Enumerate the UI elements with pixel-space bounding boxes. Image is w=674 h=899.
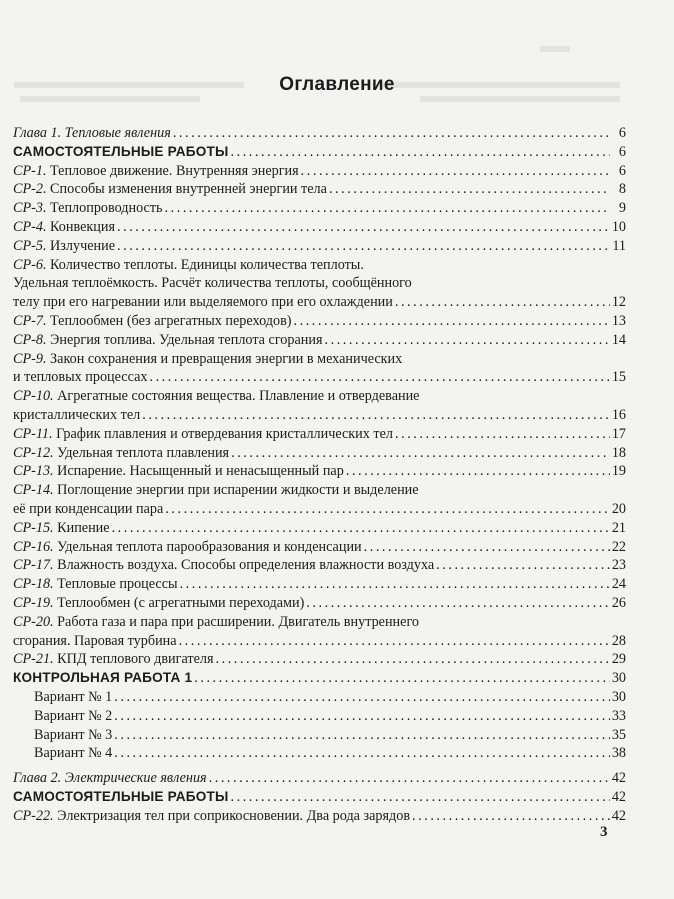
entry-tag: СР-4.: [13, 218, 47, 235]
entry-page-number: 13: [611, 312, 626, 329]
entry-tag: СР-14.: [13, 482, 54, 499]
toc-entry[interactable]: [13, 556, 626, 575]
toc-entry[interactable]: [13, 726, 626, 745]
entry-title-line: Поглощение энергии при испарении жидкости и выделение: [57, 482, 419, 499]
entry-title-line: Излучение: [50, 237, 115, 254]
entry-title-line: Удельная теплота плавления: [57, 444, 230, 461]
variant-label: Вариант № 4: [34, 745, 113, 762]
toc-entry[interactable]: [13, 538, 626, 557]
dot-leader: [216, 650, 610, 669]
entry-tag: СР-7.: [13, 312, 47, 329]
entry-page-number: 14: [611, 331, 626, 348]
section-heading: САМОСТОЯТЕЛЬНЫЕ РАБОТЫ: [13, 143, 229, 159]
dot-leader: [395, 425, 610, 444]
entry-page-number: 22: [611, 538, 626, 555]
entry-tag: СР-9.: [13, 350, 47, 367]
entry-page-number: 30: [611, 670, 626, 687]
entry-title-line: График плавления и отвердевания кристаллических тел: [56, 425, 393, 442]
entry-tag: СР-11.: [13, 425, 53, 442]
entry-page-number: 8: [618, 181, 626, 198]
toc-entry[interactable]: [13, 481, 626, 519]
entry-title-line: её при конденсации пара: [13, 500, 164, 517]
entry-title-line: Теплопроводность: [50, 200, 163, 217]
entry-title-line: Конвекция: [50, 218, 116, 235]
toc-entry[interactable]: [13, 594, 626, 613]
section-heading: КОНТРОЛЬНАЯ РАБОТА 1: [13, 670, 193, 686]
toc-entry[interactable]: [13, 769, 626, 788]
entry-title-line: Энергия топлива. Удельная теплота сгорания: [50, 331, 323, 348]
toc-entry[interactable]: [13, 707, 626, 726]
entry-page-number: 24: [611, 576, 626, 593]
dot-leader: [395, 293, 610, 312]
entry-page-number: 9: [618, 200, 626, 217]
entry-tag: СР-12.: [13, 444, 54, 461]
entry-tag: СР-16.: [13, 538, 54, 555]
entry-page-number: 20: [611, 500, 626, 517]
dot-leader: [436, 556, 610, 575]
toc-entry[interactable]: [13, 519, 626, 538]
entry-tag: СР-1.: [13, 162, 47, 179]
entry-page-number: 11: [612, 237, 626, 254]
entry-title-line: Теплообмен (без агрегатных переходов): [50, 312, 292, 329]
entry-page-number: 42: [611, 807, 626, 824]
toc-entry[interactable]: [13, 387, 626, 425]
dot-leader: [173, 124, 610, 143]
entry-tag: СР-21.: [13, 651, 54, 668]
chapter-title: Глава 2. Электрические явления: [13, 770, 207, 787]
entry-page-number: 6: [618, 125, 626, 141]
entry-title-line: Способы изменения внутренней энергии тела: [50, 181, 327, 198]
variant-label: Вариант № 1: [34, 688, 113, 705]
section-heading: САМОСТОЯТЕЛЬНЫЕ РАБОТЫ: [13, 788, 229, 804]
toc-entry[interactable]: [13, 807, 626, 826]
entry-tag: СР-2.: [13, 181, 47, 198]
dot-leader: [306, 594, 609, 613]
entry-page-number: 6: [618, 143, 626, 160]
entry-page-number: 12: [611, 294, 626, 311]
toc-entry[interactable]: [13, 462, 626, 481]
dot-leader: [112, 519, 610, 538]
entry-title-line: сгорания. Паровая турбина: [13, 632, 177, 649]
entry-page-number: 15: [611, 369, 626, 386]
entry-page-number: 16: [611, 406, 626, 423]
dot-leader: [364, 538, 610, 557]
toc-entry[interactable]: [13, 444, 626, 463]
entry-tag: СР-3.: [13, 200, 47, 217]
entry-title-line: Испарение. Насыщенный и ненасыщенный пар: [57, 463, 344, 480]
entry-page-number: 10: [611, 218, 626, 235]
dot-leader: [231, 788, 610, 807]
entry-title-line: Электризация тел при соприкосновении. Два рода зарядов: [57, 807, 411, 824]
dot-leader: [231, 143, 611, 162]
entry-title-line: Теплообмен (с агрегатными переходами): [57, 594, 305, 611]
entry-page-number: 18: [611, 444, 626, 461]
entry-page-number: 26: [611, 594, 626, 611]
entry-page-number: 29: [611, 651, 626, 668]
dot-leader: [346, 462, 610, 481]
toc-entry[interactable]: [13, 331, 626, 350]
entry-title-line: Работа газа и пара при расширении. Двигатель внутреннего: [57, 613, 419, 630]
entry-tag: СР-8.: [13, 331, 47, 348]
dot-leader: [329, 180, 610, 199]
dot-leader: [117, 237, 610, 256]
entry-page-number: 19: [611, 463, 626, 480]
entry-title-line: кристаллических тел: [13, 406, 141, 423]
dot-leader: [294, 312, 610, 331]
entry-tag: СР-5.: [13, 237, 47, 254]
dot-leader: [114, 744, 610, 763]
table-of-contents: [13, 124, 626, 825]
toc-entry[interactable]: [13, 256, 626, 312]
entry-title-line: Агрегатные состояния вещества. Плавление и отвердевание: [57, 388, 420, 405]
toc-entry[interactable]: [13, 312, 626, 331]
dot-leader: [209, 769, 610, 788]
toc-entry[interactable]: [13, 575, 626, 594]
entry-tag: СР-13.: [13, 463, 54, 480]
entry-page-number: 33: [611, 707, 626, 724]
toc-entry[interactable]: [13, 669, 626, 688]
dot-leader: [142, 406, 610, 425]
entry-tag: СР-6.: [13, 256, 47, 273]
toc-entry[interactable]: [13, 350, 626, 388]
toc-entry[interactable]: [13, 218, 626, 237]
toc-entry[interactable]: [13, 650, 626, 669]
entry-page-number: 42: [611, 770, 626, 787]
entry-page-number: 35: [611, 726, 626, 743]
entry-tag: СР-22.: [13, 807, 54, 824]
entry-tag: СР-19.: [13, 594, 54, 611]
toc-entry[interactable]: [13, 613, 626, 651]
dot-leader: [325, 331, 610, 350]
dot-leader: [114, 707, 610, 726]
entry-page-number: 42: [611, 788, 626, 805]
entry-title-line: Удельная теплота парообразования и конденсации: [57, 538, 362, 555]
toc-entry[interactable]: [13, 788, 626, 807]
entry-tag: СР-18.: [13, 576, 54, 593]
entry-page-number: 17: [611, 425, 626, 442]
entry-title-line: Кипение: [57, 519, 110, 536]
entry-tag: СР-15.: [13, 519, 54, 536]
toc-entry[interactable]: [13, 162, 626, 181]
entry-title-line: и тепловых процессах: [13, 369, 148, 386]
toc-entry[interactable]: [13, 688, 626, 707]
dot-leader: [165, 199, 610, 218]
entry-title-line: КПД теплового двигателя: [57, 651, 214, 668]
entry-title-line: Количество теплоты. Единицы количества теплоты.: [50, 256, 364, 273]
entry-page-number: 30: [611, 688, 626, 705]
page-title: Оглавление: [279, 74, 395, 95]
entry-title-line: телу при его нагревании или выделяемого при его охлаждении: [13, 294, 393, 311]
entry-title-line: Тепловые процессы: [57, 576, 178, 593]
entry-page-number: 38: [611, 745, 626, 762]
toc-entry[interactable]: [13, 124, 626, 143]
toc-entry[interactable]: [13, 425, 626, 444]
entry-tag: СР-20.: [13, 613, 54, 630]
dot-leader: [301, 162, 610, 181]
page-number: 3: [600, 824, 608, 840]
toc-entry[interactable]: [13, 237, 626, 256]
entry-tag: СР-10.: [13, 388, 54, 405]
dot-leader: [194, 669, 610, 688]
dot-leader: [114, 688, 610, 707]
dot-leader: [165, 500, 610, 519]
entry-page-number: 28: [611, 632, 626, 649]
entry-tag: СР-17.: [13, 557, 54, 574]
dot-leader: [149, 368, 609, 387]
entry-title-line: Удельная теплоёмкость. Расчёт количества теплоты, сообщённого: [13, 275, 412, 292]
toc-entry[interactable]: [13, 143, 626, 162]
toc-entry[interactable]: [13, 744, 626, 763]
toc-entry[interactable]: [13, 199, 626, 218]
entry-title-line: Тепловое движение. Внутренняя энергия: [50, 162, 299, 179]
dot-leader: [114, 726, 610, 745]
entry-page-number: 21: [611, 519, 626, 536]
entry-page-number: 6: [618, 162, 626, 179]
toc-entry[interactable]: [13, 180, 626, 199]
entry-title-line: Влажность воздуха. Способы определения влажности воздуха: [57, 557, 435, 574]
dot-leader: [117, 218, 610, 237]
entry-title-line: Закон сохранения и превращения энергии в механических: [50, 350, 403, 367]
entry-page-number: 23: [611, 557, 626, 574]
dot-leader: [179, 632, 610, 651]
dot-leader: [231, 444, 610, 463]
chapter-title: Глава 1. Тепловые явления: [13, 125, 171, 141]
variant-label: Вариант № 2: [34, 707, 113, 724]
dot-leader: [180, 575, 610, 594]
dot-leader: [412, 807, 610, 826]
variant-label: Вариант № 3: [34, 726, 113, 743]
